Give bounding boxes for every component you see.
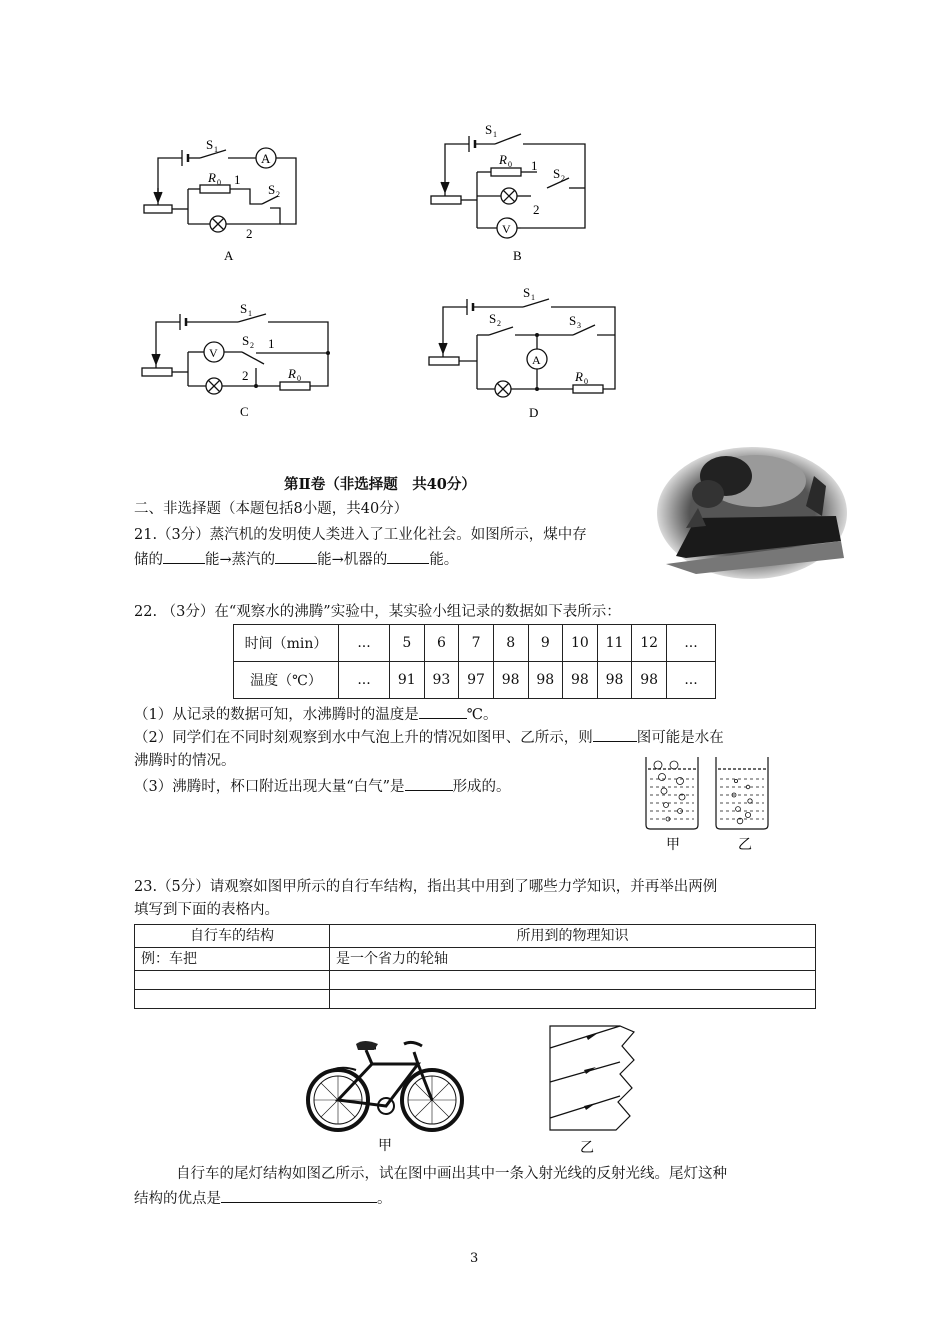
answer-blank[interactable] [221, 1188, 377, 1203]
option-label-a: A [224, 248, 234, 263]
r0-sub: 0 [584, 377, 588, 386]
s2-sub: 2 [276, 190, 280, 199]
table-row [234, 625, 716, 662]
table-cell: 91 [390, 662, 425, 699]
s3-sub: 3 [577, 321, 581, 330]
q21-line2 [134, 549, 458, 571]
q22-sub1 [134, 704, 497, 726]
figure-label-yi: 乙 [738, 838, 752, 853]
answer-blank[interactable] [163, 549, 205, 564]
q21-text-1: 储的 [134, 552, 163, 568]
s1-label: S [206, 137, 214, 152]
q22-sub1-text: （1）从记录的数据可知，水沸腾时的温度是 [134, 707, 419, 723]
table-cell: 时间（min） [234, 625, 339, 662]
q21-line1: 21.（3分）蒸汽机的发明使人类进入了工业化社会。如图所示，煤中存 [134, 527, 587, 543]
table-cell: 例：车把 [135, 948, 330, 971]
steam-train-image [656, 446, 848, 580]
table-cell[interactable] [135, 990, 330, 1009]
contact-2: 2 [246, 226, 253, 241]
s1-label: S [240, 301, 248, 316]
circuit-diagram-a [138, 132, 308, 267]
r0-sub: 0 [508, 160, 512, 169]
q23-intro-1: 23.（5分）请观察如图甲所示的自行车结构，指出其中用到了哪些力学知识，并再举出两例 [134, 879, 718, 895]
r0-sub: 0 [297, 374, 301, 383]
q23-intro-2: 填写到下面的表格内。 [134, 902, 279, 918]
figure-label-jia: 甲 [378, 1139, 392, 1154]
table-header-row [135, 925, 816, 948]
q22-sub1-unit: ℃。 [466, 707, 498, 723]
s1-sub: 1 [531, 293, 535, 302]
option-label-d: D [529, 405, 539, 420]
q23-para2-text: 结构的优点是 [134, 1191, 221, 1207]
answer-blank[interactable] [405, 776, 453, 791]
r0-label: R [208, 170, 216, 185]
table-header-structure: 自行车的结构 [135, 925, 330, 948]
table-cell: 7 [459, 625, 494, 662]
q22-sub2-cont: 沸腾时的情况。 [134, 753, 236, 769]
s2-sub: 2 [497, 319, 501, 328]
s2-sub: 2 [561, 174, 565, 183]
q22-intro: 22. （3分）在“观察水的沸腾”实验中，某实验小组记录的数据如下表所示： [134, 604, 621, 620]
s1-sub: 1 [493, 130, 497, 139]
table-cell: 11 [597, 625, 632, 662]
table-cell[interactable] [330, 971, 816, 990]
table-cell: 12 [632, 625, 667, 662]
q23-para2-end: 。 [377, 1191, 392, 1207]
s2-label: S [553, 166, 561, 181]
q22-sub3-text: （3）沸腾时，杯口附近出现大量“白气”是 [134, 779, 405, 795]
s1-sub: 1 [214, 145, 218, 154]
table-row [234, 662, 716, 699]
section-title: 第Ⅱ卷（非选择题 共40分） [284, 476, 476, 493]
table-cell[interactable] [135, 971, 330, 990]
r0-label: R [288, 366, 296, 381]
q22-sub2-text: （2）同学们在不同时刻观察到水中气泡上升的情况如图甲、乙所示，则 [134, 730, 593, 746]
r0-sub: 0 [217, 178, 221, 187]
section-heading: 二、非选择题（本题包括8小题，共40分） [134, 501, 409, 517]
q22-sub3 [134, 776, 511, 798]
boiling-data-table [233, 624, 716, 699]
s3-label: S [569, 313, 577, 328]
figure-label-jia: 甲 [666, 838, 680, 853]
circuit-diagram-b [425, 120, 605, 268]
r0-label: R [499, 152, 507, 167]
table-cell: ... [339, 662, 390, 699]
voltmeter-label: V [209, 346, 218, 360]
bicycle-knowledge-table [134, 924, 816, 1009]
table-cell: 8 [493, 625, 528, 662]
table-cell: 98 [563, 662, 598, 699]
answer-blank[interactable] [593, 727, 637, 742]
contact-2: 2 [533, 202, 540, 217]
circuit-diagram-c [138, 298, 338, 423]
contact-1: 1 [234, 172, 241, 187]
bicycle-figure [300, 1028, 470, 1158]
table-cell: 9 [528, 625, 563, 662]
s1-label: S [485, 122, 493, 137]
q21-text-2: 能→蒸汽的 [205, 552, 276, 568]
figure-label-yi: 乙 [580, 1141, 594, 1156]
s2-label: S [489, 311, 497, 326]
q21-text-3: 能→机器的 [317, 552, 388, 568]
table-header-knowledge: 所用到的物理知识 [330, 925, 816, 948]
q22-sub3-text-2: 形成的。 [452, 779, 511, 795]
answer-blank[interactable] [419, 704, 467, 719]
voltmeter-label: V [502, 222, 511, 236]
ammeter-label: A [261, 151, 271, 166]
table-cell: 93 [424, 662, 459, 699]
page-number: 3 [470, 1251, 479, 1266]
table-row [135, 948, 816, 971]
option-label-b: B [513, 248, 522, 263]
option-label-c: C [240, 404, 249, 419]
q22-sub2 [134, 727, 724, 749]
table-cell: 6 [424, 625, 459, 662]
table-cell[interactable] [330, 990, 816, 1009]
circuit-diagram-d [425, 285, 625, 423]
s1-label: S [523, 285, 531, 300]
beaker-figures [640, 755, 790, 855]
answer-blank[interactable] [387, 549, 429, 564]
q21-text-4: 能。 [429, 552, 459, 568]
table-cell: 98 [493, 662, 528, 699]
table-cell: ... [667, 625, 716, 662]
q22-sub2-text-2: 图可能是水在 [636, 730, 724, 746]
table-cell: 5 [390, 625, 425, 662]
s2-label: S [242, 333, 250, 348]
s1-sub: 1 [248, 309, 252, 318]
table-cell: 98 [528, 662, 563, 699]
r0-label: R [575, 369, 583, 384]
q23-para1: 自行车的尾灯结构如图乙所示，试在图中画出其中一条入射光线的反射光线。尾灯这种 [176, 1166, 727, 1182]
table-cell: ... [667, 662, 716, 699]
contact-1: 1 [268, 336, 275, 351]
ammeter-label: A [532, 353, 541, 367]
table-row [135, 990, 816, 1009]
table-cell: 98 [632, 662, 667, 699]
contact-1: 1 [531, 158, 538, 173]
table-cell: ... [339, 625, 390, 662]
contact-2: 2 [242, 368, 249, 383]
table-row [135, 971, 816, 990]
table-cell: 是一个省力的轮轴 [330, 948, 816, 971]
s2-label: S [268, 182, 276, 197]
table-cell: 97 [459, 662, 494, 699]
s2-sub: 2 [250, 341, 254, 350]
table-cell: 98 [597, 662, 632, 699]
answer-blank[interactable] [275, 549, 317, 564]
table-cell: 温度（℃） [234, 662, 339, 699]
table-cell: 10 [563, 625, 598, 662]
tail-light-figure [540, 1022, 640, 1162]
q23-para2 [134, 1188, 392, 1210]
